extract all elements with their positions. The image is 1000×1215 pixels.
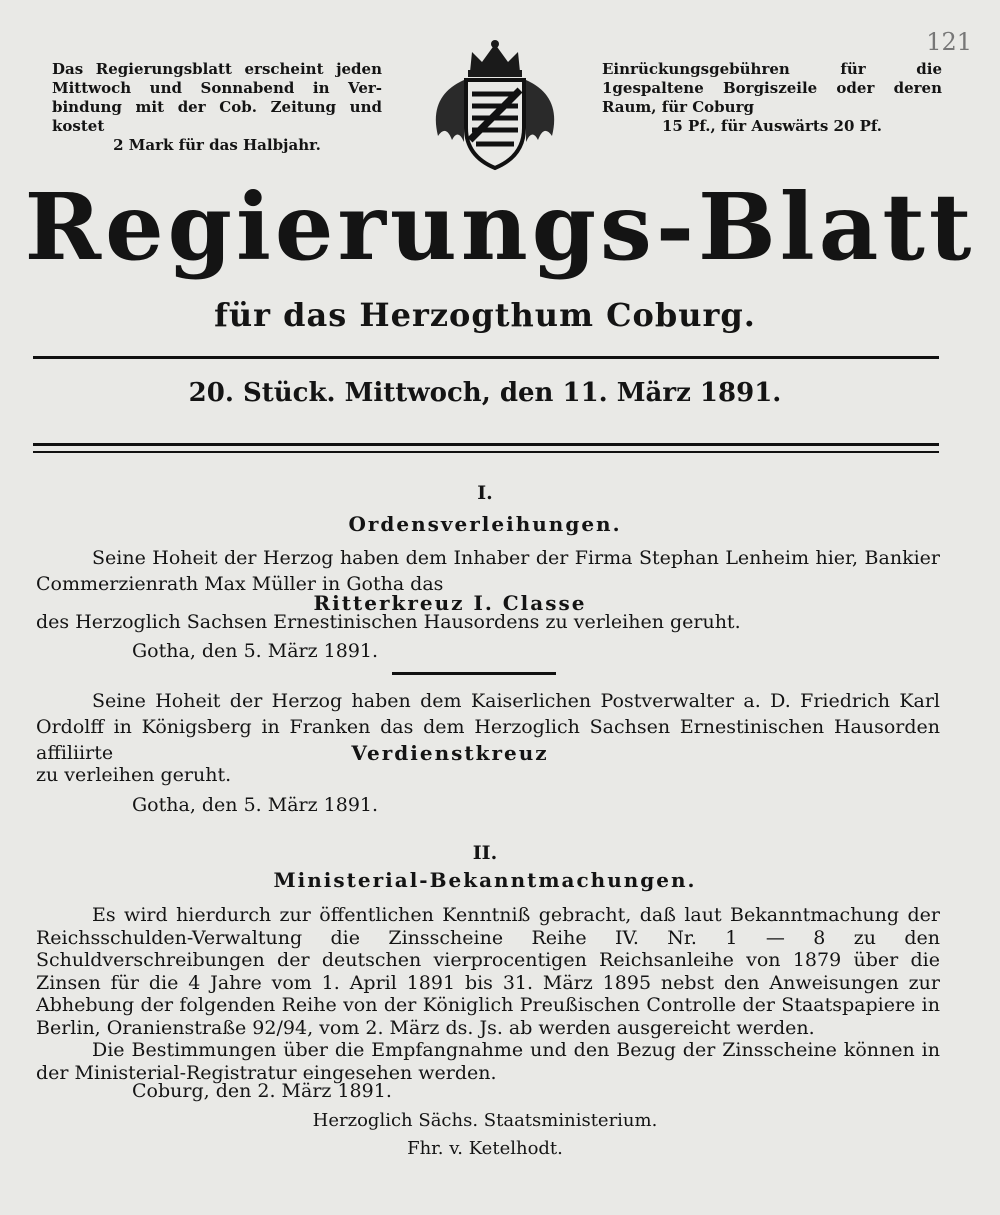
double-rule-bottom (33, 451, 939, 453)
subscription-line: Mittwoch und Sonnabend in Ver- (52, 79, 382, 97)
section-number: II. (472, 842, 498, 864)
ducal-crest-icon (420, 40, 570, 175)
dateline: Gotha, den 5. März 1891. (132, 640, 379, 662)
separator-rule (392, 672, 556, 675)
announcement-paragraph: Es wird hierdurch zur öffentlichen Kenntniß gebracht, daß laut Bekanntmachung der Reichsschulden-Verwaltung die Zinsscheine Reihe IV. Nr. 1 — 8 zu den Schuldverschreibungen der deutschen vierprocentigen Reichsanleihe von 1879 über die Zinsen für die 4 Jahre vom 1. April 1891 bis 31. März 1895 nebst den Anweisungen zur Abhebung der folgenden Reihe von der Königlich Preußischen Controlle der Staatspapiere in Berlin, Oranienstraße 92/94, vom 2. März ds. Js. ab werden ausgereicht werden. (36, 904, 940, 1039)
notice-text (36, 545, 940, 597)
award-name: Verdienstkreuz (351, 741, 549, 765)
notice-paragraph: Seine Hoheit der Herzog haben dem Kaiserlichen Postverwalter a. D. Friedrich Karl Ordolff in Königsberg in Franken das dem Herzoglich Sachsen Ernestinischen Hausorden affiliirte (36, 690, 940, 764)
award-name: Ritterkreuz I. Classe (313, 591, 587, 615)
page-number: 121 (926, 28, 972, 56)
masthead-subtitle: für das Herzogthum Coburg. (214, 296, 756, 334)
subscription-line: bindung mit der Cob. Zeitung und kostet (52, 98, 382, 135)
double-rule-top (33, 443, 939, 446)
subscription-line: 2 Mark für das Halbjahr. (113, 136, 321, 154)
issuing-authority: Herzoglich Sächs. Staatsministerium. (312, 1110, 658, 1131)
rates-line: 15 Pf., für Auswärts 20 Pf. (661, 117, 883, 135)
rates-line: Borgiszeile oder deren Raum, für Coburg (602, 79, 942, 116)
dateline: Coburg, den 2. März 1891. (132, 1080, 392, 1102)
subscription-info (52, 60, 382, 155)
masthead-title: Regierungs-Blatt (24, 173, 976, 281)
section-number: I. (477, 482, 493, 504)
announcement-text (36, 904, 940, 1084)
advertising-rates (602, 60, 942, 136)
notice-paragraph: zu verleihen geruht. (36, 764, 232, 786)
subscription-line: Das Regierungsblatt erscheint jeden (52, 60, 382, 78)
section-title: Ministerial-Bekanntmachungen. (273, 868, 697, 892)
dateline: Gotha, den 5. März 1891. (132, 794, 379, 816)
issue-line: 20. Stück. Mittwoch, den 11. März 1891. (188, 378, 782, 408)
signatory: Fhr. v. Ketelhodt. (407, 1138, 563, 1159)
announcement-paragraph: Die Bestimmungen über die Empfangnahme und den Bezug der Zinsscheine können in der Ministerial-Registratur eingesehen werden. (36, 1039, 940, 1084)
rates-line: Einrückungsgebühren für die 1gespaltene (602, 60, 942, 97)
header-rule (33, 356, 939, 359)
notice-paragraph: des Herzoglich Sachsen Ernestinischen Hausordens zu verleihen geruht. (36, 611, 741, 633)
notice-paragraph: Seine Hoheit der Herzog haben dem Inhaber der Firma Stephan Lenheim hier, Bankier Commerzienrath Max Müller in Gotha das (36, 547, 940, 595)
section-title: Ordensverleihungen. (348, 512, 622, 536)
